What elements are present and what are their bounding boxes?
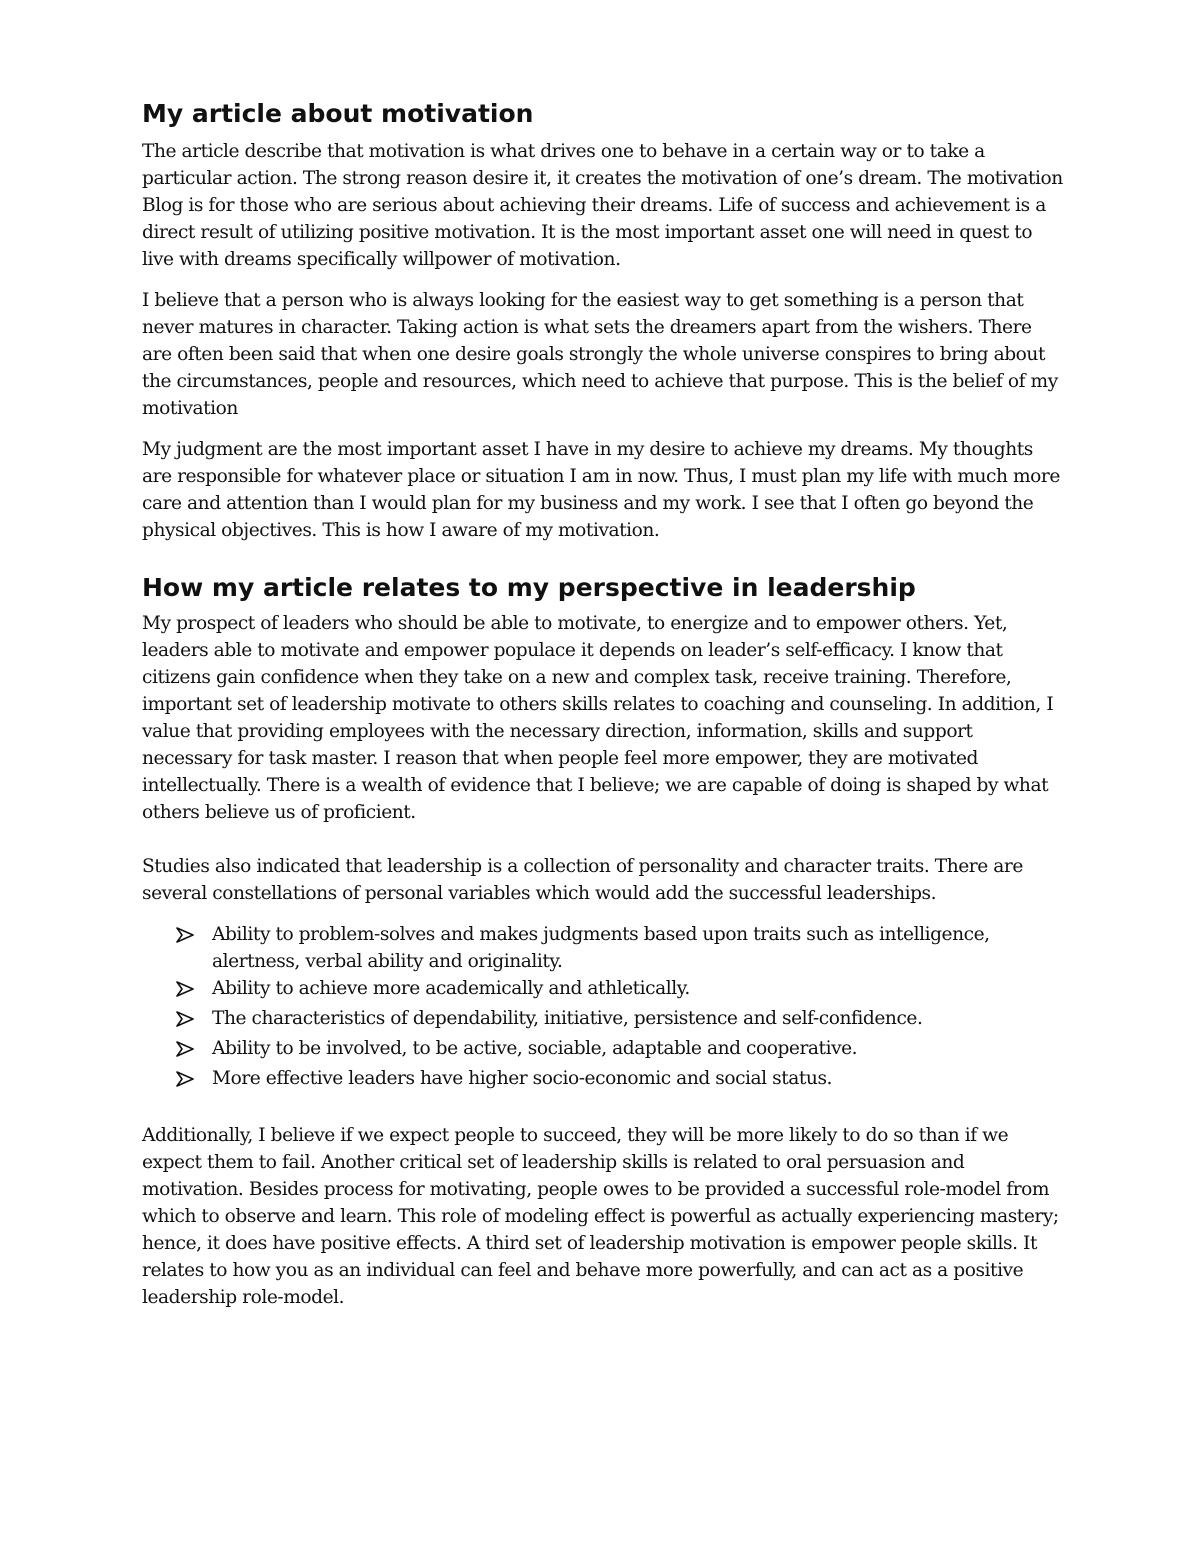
arrowhead-bullet-icon	[176, 1035, 212, 1065]
section-heading-motivation: My article about motivation	[142, 99, 534, 128]
list-item-text: Ability to be involved, to be active, sociable, adaptable and cooperative.	[212, 1038, 858, 1059]
traits-bullet-list	[142, 921, 1064, 1095]
paragraph: My prospect of leaders who should be able to motivate, to energize and to empower others. Yet, leaders able to motivate and empower populace it depends on leader’s self-efficacy. I know that citizens gain confidence when they take on a new and complex task, receive training. Therefore, important set of leadership motivate to others skills relates to coaching and counseling. In addition, I value that providing employees with the necessary direction, information, skills and support necessary for task master. I reason that when people feel more empower, they are motivated intellectually. There is a wealth of evidence that I believe; we are capable of doing is shaped by what others believe us of proficient.	[142, 613, 1054, 823]
arrowhead-bullet-icon	[176, 921, 212, 975]
list-item	[142, 921, 1064, 975]
section-heading-leadership: How my article relates to my perspective in leadership	[142, 573, 916, 602]
paragraph: My judgment are the most important asset I have in my desire to achieve my dreams. My thoughts are responsible for whatever place or situation I am in now. Thus, I must plan my life with much more care and attention than I would plan for my business and my work. I see that I often go beyond the physical objectives. This is how I aware of my motivation.	[142, 439, 1060, 541]
arrowhead-bullet-icon	[176, 1005, 212, 1035]
arrowhead-bullet-icon	[176, 1065, 212, 1095]
document-page	[142, 96, 1064, 1325]
paragraph: I believe that a person who is always looking for the easiest way to get something is a person that never matures in character. Taking action is what sets the dreamers apart from the wishers. There are often been said that when one desire goals strongly the whole universe conspires to bring about the circumstances, people and resources, which need to achieve that purpose. This is the belief of my motivation	[142, 290, 1058, 419]
arrowhead-bullet-icon	[176, 975, 212, 1005]
paragraph: Studies also indicated that leadership is a collection of personality and character traits. There are several constellations of personal variables which would add the successful leaderships.	[142, 856, 1023, 904]
list-item-text: Ability to achieve more academically and athletically.	[212, 978, 690, 999]
list-item-text: The characteristics of dependability, initiative, persistence and self-confidence.	[212, 1008, 923, 1029]
paragraph: The article describe that motivation is what drives one to behave in a certain way or to take a particular action. The strong reason desire it, it creates the motivation of one’s dream. The motivation Blog is for those who are serious about achieving their dreams. Life of success and achievement is a direct result of utilizing positive motivation. It is the most important asset one will need in quest to live with dreams specifically willpower of motivation.	[142, 141, 1063, 270]
list-item	[142, 1035, 1064, 1065]
list-item-text: Ability to problem-solves and makes judgments based upon traits such as intelligence, alertness, verbal ability and originality.	[212, 924, 990, 972]
list-item-text: More effective leaders have higher socio-economic and social status.	[212, 1068, 832, 1089]
closing-paragraph: Additionally, I believe if we expect people to succeed, they will be more likely to do so than if we expect them to fail. Another critical set of leadership skills is related to oral persuasion and motivation. Besides process for motivating, people owes to be provided a successful role-model from which to observe and learn. This role of modeling effect is powerful as actually experiencing mastery; hence, it does have positive effects. A third set of leadership motivation is empower people skills. It relates to how you as an individual can feel and behave more powerfully, and can act as a positive leadership role-model.	[142, 1125, 1059, 1308]
list-item	[142, 1065, 1064, 1095]
list-item	[142, 975, 1064, 1005]
list-item	[142, 1005, 1064, 1035]
